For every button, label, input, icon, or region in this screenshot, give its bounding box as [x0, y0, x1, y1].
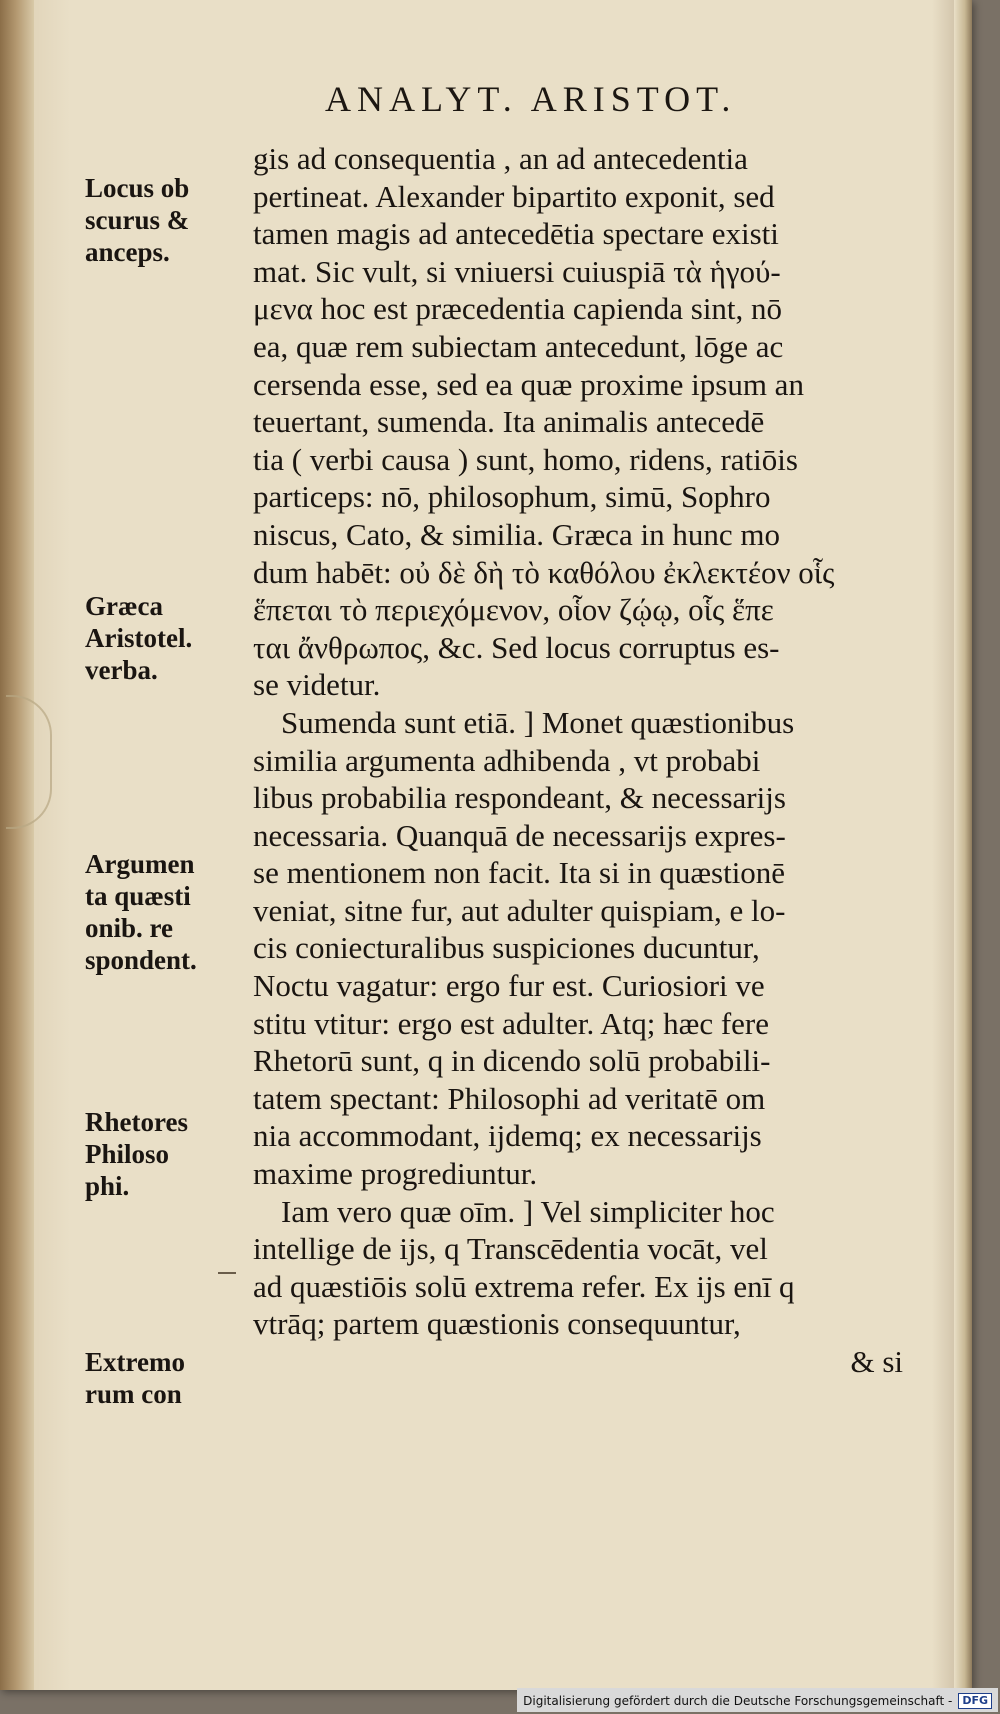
text-line: mat. Sic vult, si vniuersi cuiuspiā τὰ ἡγού- — [253, 253, 781, 289]
text-line: necessaria. Quanquā de necessarijs expres- — [253, 817, 786, 853]
text-line: ἕπεται τὸ περιεχόμενον, οἷον ζῴῳ, οἷς ἕπε — [253, 592, 774, 628]
margin-note-extremorum — [85, 1346, 245, 1410]
digitization-credit — [517, 1688, 998, 1712]
text-line: Noctu vagatur: ergo fur est. Curiosiori ve — [253, 968, 765, 1004]
text-line: intellige de ijs, q Transcēdentia vocāt, vel — [253, 1231, 768, 1267]
margin-note-line: verba. — [85, 655, 158, 685]
page-fold-mark — [6, 695, 52, 829]
margin-note-line: Aristotel. — [85, 623, 193, 653]
margin-note-line: Argumen — [85, 849, 195, 879]
text-line: cersenda esse, sed ea quæ proxime ipsum an — [253, 366, 804, 402]
margin-note-line: Extremo — [85, 1347, 185, 1377]
text-line: maxime progrediuntur. — [253, 1156, 538, 1192]
page-gutter — [0, 0, 34, 1690]
text-line: tatem spectant: Philosophi ad veritatē om — [253, 1080, 766, 1116]
text-line: Iam vero quæ oīm. ] Vel simpliciter hoc — [281, 1193, 775, 1229]
text-line: similia argumenta adhibenda , vt probabi — [253, 742, 761, 778]
margin-note-locus — [85, 172, 245, 268]
text-line: tamen magis ad antecedētia spectare existi — [253, 216, 779, 252]
marginal-dash — [218, 1272, 236, 1274]
text-line: ται ἄνθρωπος, &c. Sed locus corruptus es- — [253, 629, 780, 665]
catchword: & si — [850, 1344, 903, 1379]
text-line: pertineat. Alexander bipartito exponit, sed — [253, 178, 775, 214]
text-line: Sumenda sunt etiā. ] Monet quæstionibus — [281, 704, 795, 740]
margin-note-line: Locus ob — [85, 173, 190, 203]
credit-text: Digitalisierung gefördert durch die Deutsche Forschungsgemeinschaft - — [523, 1694, 953, 1708]
margin-note-line: rum con — [85, 1379, 182, 1409]
page-edge — [954, 0, 972, 1690]
text-line: nia accommodant, ijdemq; ex necessarijs — [253, 1118, 762, 1154]
margin-note-line: onib. re — [85, 913, 174, 943]
text-line: ea, quæ rem subiectam antecedunt, lōge ac — [253, 328, 784, 364]
margin-note-rhetores — [85, 1106, 245, 1202]
text-line: se videtur. — [253, 667, 381, 703]
margin-note-line: Philoso — [85, 1139, 170, 1169]
text-line: gis ad consequentia , an ad antecedentia — [253, 141, 748, 176]
text-line: niscus, Cato, & similia. Græca in hunc mo — [253, 516, 780, 552]
margin-note-line: spondent. — [85, 945, 197, 975]
margin-note-line: Rhetores — [85, 1107, 188, 1137]
margin-note-line: anceps. — [85, 237, 170, 267]
margin-note-line: ta quæsti — [85, 881, 191, 911]
margin-note-argumenta — [85, 848, 245, 976]
text-line: veniat, sitne fur, aut adulter quispiam, e lo- — [253, 892, 786, 928]
margin-note-graeca — [85, 590, 245, 686]
text-line: stitu vtitur: ergo est adulter. Atq; hæc fere — [253, 1005, 769, 1041]
text-line: vtrāq; partem quæstionis consequuntur, — [253, 1306, 741, 1342]
text-line: se mentionem non facit. Ita si in quæstionē — [253, 855, 786, 891]
text-line: dum habēt: οὐ δὲ δὴ τὸ καθόλου ἐκλεκτέον οἷς — [253, 554, 835, 590]
text-line: teuertant, sumenda. Ita animalis antecedē — [253, 404, 765, 440]
text-line: cis coniecturalibus suspiciones ducuntur, — [253, 930, 760, 966]
text-line: tia ( verbi causa ) sunt, homo, ridens, ratiōis — [253, 441, 798, 477]
text-line: particeps: nō, philosophum, simū, Sophro — [253, 479, 771, 515]
text-line: Rhetorū sunt, q in dicendo solū probabili- — [253, 1043, 771, 1079]
text-line: ad quæstiōis solū extrema refer. Ex ijs enī q — [253, 1268, 795, 1304]
text-line: libus probabilia respondeant, & necessarijs — [253, 780, 786, 816]
margin-note-line: Græca — [85, 591, 163, 621]
main-text-block — [253, 140, 933, 1381]
running-head: ANALYT. ARISTOT. — [325, 79, 737, 119]
dfg-logo: DFG — [958, 1693, 992, 1709]
margin-note-line: phi. — [85, 1171, 130, 1201]
margin-note-line: scurus & — [85, 205, 190, 235]
text-line: μενα hoc est præcedentia capienda sint, nō — [253, 291, 783, 327]
